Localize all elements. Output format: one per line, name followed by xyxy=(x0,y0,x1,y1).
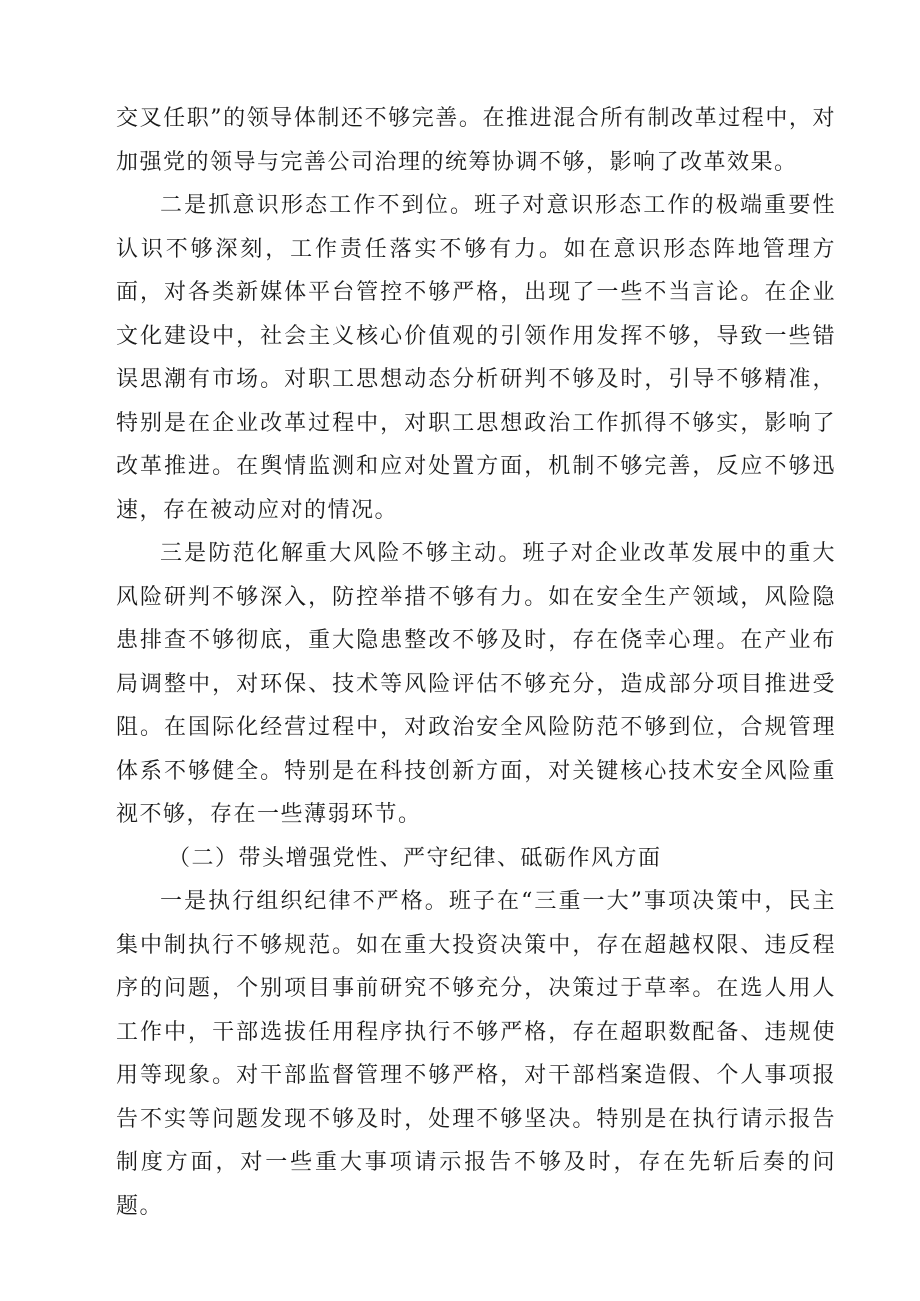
section-heading: （二）带头增强党性、严守纪律、砥砺作风方面 xyxy=(168,845,662,871)
paragraph-ideology-work: 二是抓意识形态工作不到位。班子对意识形态工作的极端重要性认识不够深刻，工作责任落实不够有力。如在意识形态阵地管理方面，对各类新媒体平台管控不够严格，出现了一些不当言论。在企业文化建设中，社会主义核心价值观的引领作用发挥不够，导致一些错误思潮有市场。对职工思想动态分析研判不够及时，引导不够精准，特别是在企业改革过程中，对职工思想政治工作抓得不够实，影响了改革推进。在舆情监测和应对处置方面，机制不够完善，反应不够迅速，存在被动应对的情况。 xyxy=(116,193,836,523)
paragraph-continuation: 交叉任职”的领导体制还不够完善。在推进混合所有制改革过程中，对加强党的领导与完善公司治理的统筹协调不够，影响了改革效果。 xyxy=(116,106,836,175)
paragraph-risk-prevention: 三是防范化解重大风险不够主动。班子对企业改革发展中的重大风险研判不够深入，防控举措不够有力。如在安全生产领域，风险隐患排查不够彻底，重大隐患整改不够及时，存在侥幸心理。在产业布局调整中，对环保、技术等风险评估不够充分，造成部分项目推进受阻。在国际化经营过程中，对政治安全风险防范不够到位，合规管理体系不够健全。特别是在科技创新方面，对关键核心技术安全风险重视不够，存在一些薄弱环节。 xyxy=(116,541,836,827)
document-body xyxy=(116,97,836,1228)
paragraph-organizational-discipline: 一是执行组织纪律不严格。班子在“三重一大”事项决策中，民主集中制执行不够规范。如在重大投资决策中，存在超越权限、违反程序的问题，个别项目事前研究不够充分，决策过于草率。在选人用人工作中，干部选拔任用程序执行不够严格，存在超职数配备、违规使用等现象。对干部监督管理不够严格，对干部档案造假、个人事项报告不实等问题发现不够及时，处理不够坚决。特别是在执行请示报告制度方面，对一些重大事项请示报告不够及时，存在先斩后奏的问题。 xyxy=(116,889,836,1219)
